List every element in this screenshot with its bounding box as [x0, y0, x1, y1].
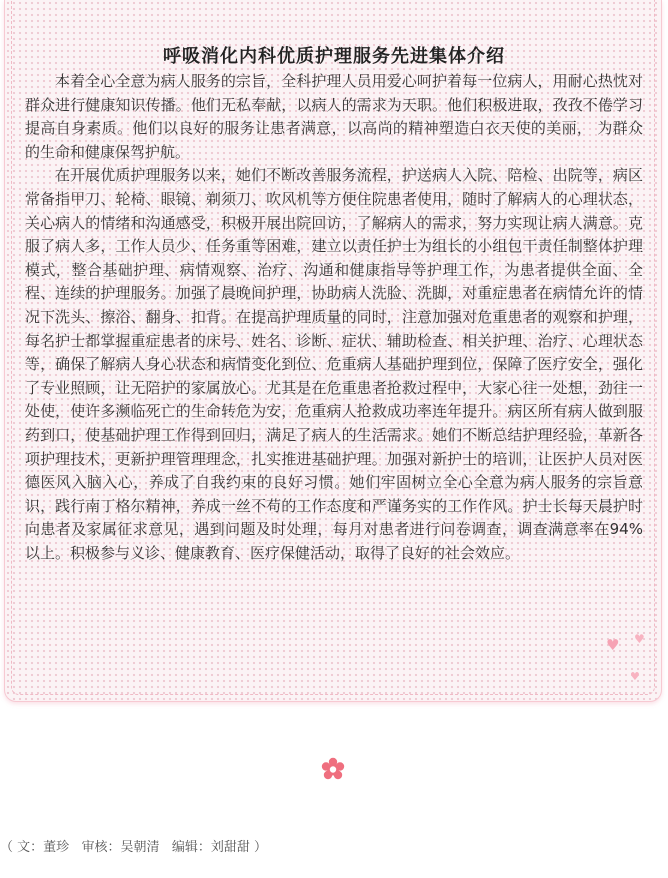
- heart-icon: ♥: [606, 636, 620, 654]
- heart-icon: ♥: [630, 670, 640, 683]
- paragraph-1: 本着全心全意为病人服务的宗旨，全科护理人员用爱心呵护着每一位病人，用耐心热忱对群众进行健康知识传播。他们无私奉献，以病人的需求为天职。他们积极进取，孜孜不倦学习提高自身素质。他们以良好的服务让患者满意，以高尚的精神塑造白衣天使的美丽， 为群众的生命和健康保驾护航。: [25, 72, 643, 161]
- article-title: 呼吸消化内科优质护理服务先进集体介绍: [163, 46, 505, 67]
- heart-icon: ♥: [634, 632, 645, 646]
- paragraph-2: 在开展优质护理服务以来，她们不断改善服务流程，护送病人入院、陪检、出院等，病区常备指甲刀、轮椅、眼镜、剃须刀、吹风机等方便住院患者使用，随时了解病人的心理状态，关心病人的情绪和沟通感受，积极开展出院回访，了解病人的需求，努力实现让病人满意。克服了病人多，工作人员少、任务重等困难，建立以责任护士为组长的小组包干责任制整体护理模式，整合基础护理、病情观察、治疗、沟通和健康指导等护理工作，为患者提供全面、全程、连续的护理服务。加强了晨晚间护理，协助病人洗脸、洗脚，对重症患者在病情允许的情况下洗头、擦浴、翻身、扣背。在提高护理质量的同时，注意加强对危重患者的观察和护理，每名护士都掌握重症患者的床号、姓名、诊断、症状、辅助检查、相关护理、治疗、心理状态等，确保了解病人身心状态和病情变化到位、危重病人基础护理到位，保障了医疗安全，强化了专业照顾，让无陪护的家属放心。尤其是在危重患者抢救过程中，大家心往一处想，劲往一处使，使许多濒临死亡的生命转危为安，危重病人抢救成功率连年提升。病区所有病人做到服药到口，使基础护理工作得到回归，满足了病人的生活需求。她们不断总结护理经验，革新各项护理技术，更新护理管理理念，扎实推进基础护理。加强对新护士的培训，让医护人员对医德医风入脑入心，养成了自我约束的良好习惯。她们牢固树立全心全意为病人服务的宗旨意识，践行南丁格尔精神，养成一丝不苟的工作态度和严谨务实的工作作风。护士长每天晨护时向患者及家属征求意见，遇到问题及时处理，每月对患者进行问卷调查，调查满意率在94%以上。积极参与义诊、健康教育、医疗保健活动，取得了良好的社会效应。: [25, 166, 643, 562]
- flower-icon: [320, 757, 346, 783]
- article-body: [25, 70, 643, 565]
- article-credits: （ 文：董珍 审核：吴朝清 编辑：刘甜甜 ）: [0, 840, 268, 855]
